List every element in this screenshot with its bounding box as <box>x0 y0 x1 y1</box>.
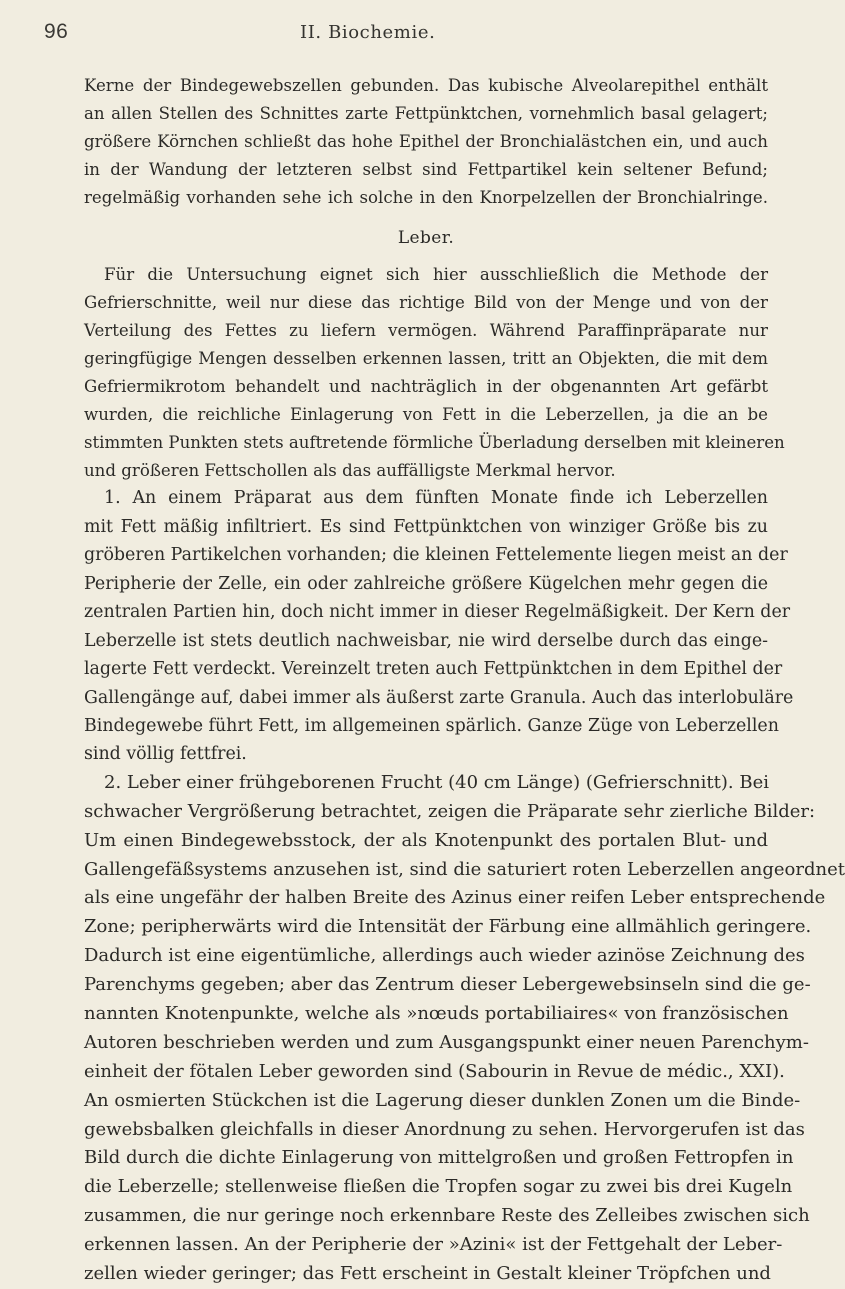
text-line: Gallengefäßsystems anzusehen ist, sind die saturiert roten Leberzellen angeordnet <box>84 858 845 880</box>
text-line: und größeren Fettschollen als das auffälligste Merkmal hervor. <box>84 460 616 480</box>
text-line: Um einen Bindegewebsstock, der als Knotenpunkt des portalen Blut- und <box>84 829 768 851</box>
text-line: gewebsbalken gleichfalls in dieser Anordnung zu sehen. Hervorgerufen ist das <box>84 1118 805 1140</box>
text-line: Für die Untersuchung eignet sich hier ausschließlich die Methode der <box>104 265 768 285</box>
text-line: Gefriermikrotom behandelt und nachträglich in der obgenannten Art gefärbt <box>84 376 768 396</box>
text-line: geringfügige Mengen desselben erkennen lassen, tritt an Objekten, die mit dem <box>84 349 768 369</box>
paragraph-method <box>84 261 785 484</box>
text-line: schwacher Vergrößerung betrachtet, zeigen die Präparate sehr zierliche Bilder: <box>84 800 816 822</box>
text-line: Peripherie der Zelle, ein oder zahlreiche größere Kügelchen mehr gegen die <box>84 573 768 594</box>
text-line: größere Körnchen schließt das hohe Epithel der Bronchialästchen ein, und auch <box>84 131 768 151</box>
paragraph-case-2 <box>84 769 845 1289</box>
text-line: zusammen, die nur geringe noch erkennbare Reste des Zelleibes zwischen sich <box>84 1205 810 1227</box>
text-line: mit Fett mäßig infiltriert. Es sind Fettpünktchen von winziger Größe bis zu <box>84 516 768 537</box>
text-line: 1. An einem Präparat aus dem fünften Monate finde ich Leberzellen <box>104 488 768 509</box>
text-line: Gefrierschnitte, weil nur diese das richtige Bild von der Menge und von der <box>84 293 768 313</box>
text-line: in der Wandung der letzteren selbst sind Fettpartikel kein seltener Befund; <box>84 159 768 179</box>
text-line: stimmten Punkten stets auftretende förmliche Überladung derselben mit kleineren <box>84 432 785 452</box>
text-line: zellen wieder geringer; das Fett erscheint in Gestalt kleiner Tröpfchen und <box>84 1262 771 1284</box>
text-line: die Leberzelle; stellenweise fließen die Tropfen sogar zu zwei bis drei Kugeln <box>84 1176 793 1198</box>
text-line: Bindegewebe führt Fett, im allgemeinen spärlich. Ganze Züge von Leberzellen <box>84 715 779 736</box>
text-line: Zone; peripherwärts wird die Intensität der Färbung eine allmählich geringere. <box>84 916 812 938</box>
intro-paragraph <box>84 72 768 211</box>
text-line: einheit der fötalen Leber geworden sind (Sabourin in Revue de médic., XXI). <box>84 1060 785 1082</box>
text-line: zentralen Partien hin, doch nicht immer in dieser Regelmäßigkeit. Der Kern der <box>84 602 791 623</box>
text-line: Gallengänge auf, dabei immer als äußerst zarte Granula. Auch das interlobuläre <box>84 687 794 708</box>
page-number: 96 <box>44 20 69 43</box>
text-line: Dadurch ist eine eigentümliche, allerdings auch wieder azinöse Zeichnung des <box>84 945 805 967</box>
text-line: An osmierten Stückchen ist die Lagerung dieser dunklen Zonen um die Binde- <box>84 1089 801 1111</box>
text-line: sind völlig fettfrei. <box>84 744 247 765</box>
body-text <box>84 72 845 1289</box>
text-line: erkennen lassen. An der Peripherie der »Azini« ist der Fettgehalt der Leber- <box>84 1234 783 1256</box>
text-line: gröberen Partikelchen vorhanden; die kleinen Fettelemente liegen meist an der <box>84 545 788 566</box>
running-head: II. Biochemie. <box>300 22 436 43</box>
text-line: regelmäßig vorhanden sehe ich solche in den Knorpelzellen der Bronchialringe. <box>84 187 768 207</box>
text-line: lagerte Fett verdeckt. Vereinzelt treten auch Fettpünktchen in dem Epithel der <box>84 659 783 680</box>
text-line: Leberzelle ist stets deutlich nachweisbar, nie wird derselbe durch das einge- <box>84 630 768 651</box>
text-line: wurden, die reichliche Einlagerung von Fett in die Leberzellen, ja die an be <box>84 404 768 424</box>
text-line: als eine ungefähr der halben Breite des Azinus einer reifen Leber entsprechende <box>84 887 826 909</box>
text-line: Kerne der Bindegewebszellen gebunden. Das kubische Alveolarepithel enthält <box>84 76 768 95</box>
text-line: Parenchyms gegeben; aber das Zentrum dieser Lebergewebsinseln sind die ge- <box>84 974 811 996</box>
text-line: nannten Knotenpunkte, welche als »nœuds portabiliaires« von französischen <box>84 1002 789 1024</box>
paragraph-case-1 <box>84 484 794 768</box>
page-header <box>44 20 756 50</box>
text-line: Autoren beschrieben werden und zum Ausgangspunkt einer neuen Parenchym- <box>84 1031 809 1053</box>
text-line: an allen Stellen des Schnittes zarte Fettpünktchen, vornehmlich basal gelagert; <box>84 103 768 123</box>
section-title: Leber. <box>397 228 455 249</box>
text-line: 2. Leber einer frühgeborenen Frucht (40 cm Länge) (Gefrierschnitt). Bei <box>104 771 769 793</box>
text-line: Verteilung des Fettes zu liefern vermögen. Während Paraffinpräparate nur <box>84 321 768 341</box>
text-line: Bild durch die dichte Einlagerung von mittelgroßen und großen Fettropfen in <box>84 1147 794 1169</box>
